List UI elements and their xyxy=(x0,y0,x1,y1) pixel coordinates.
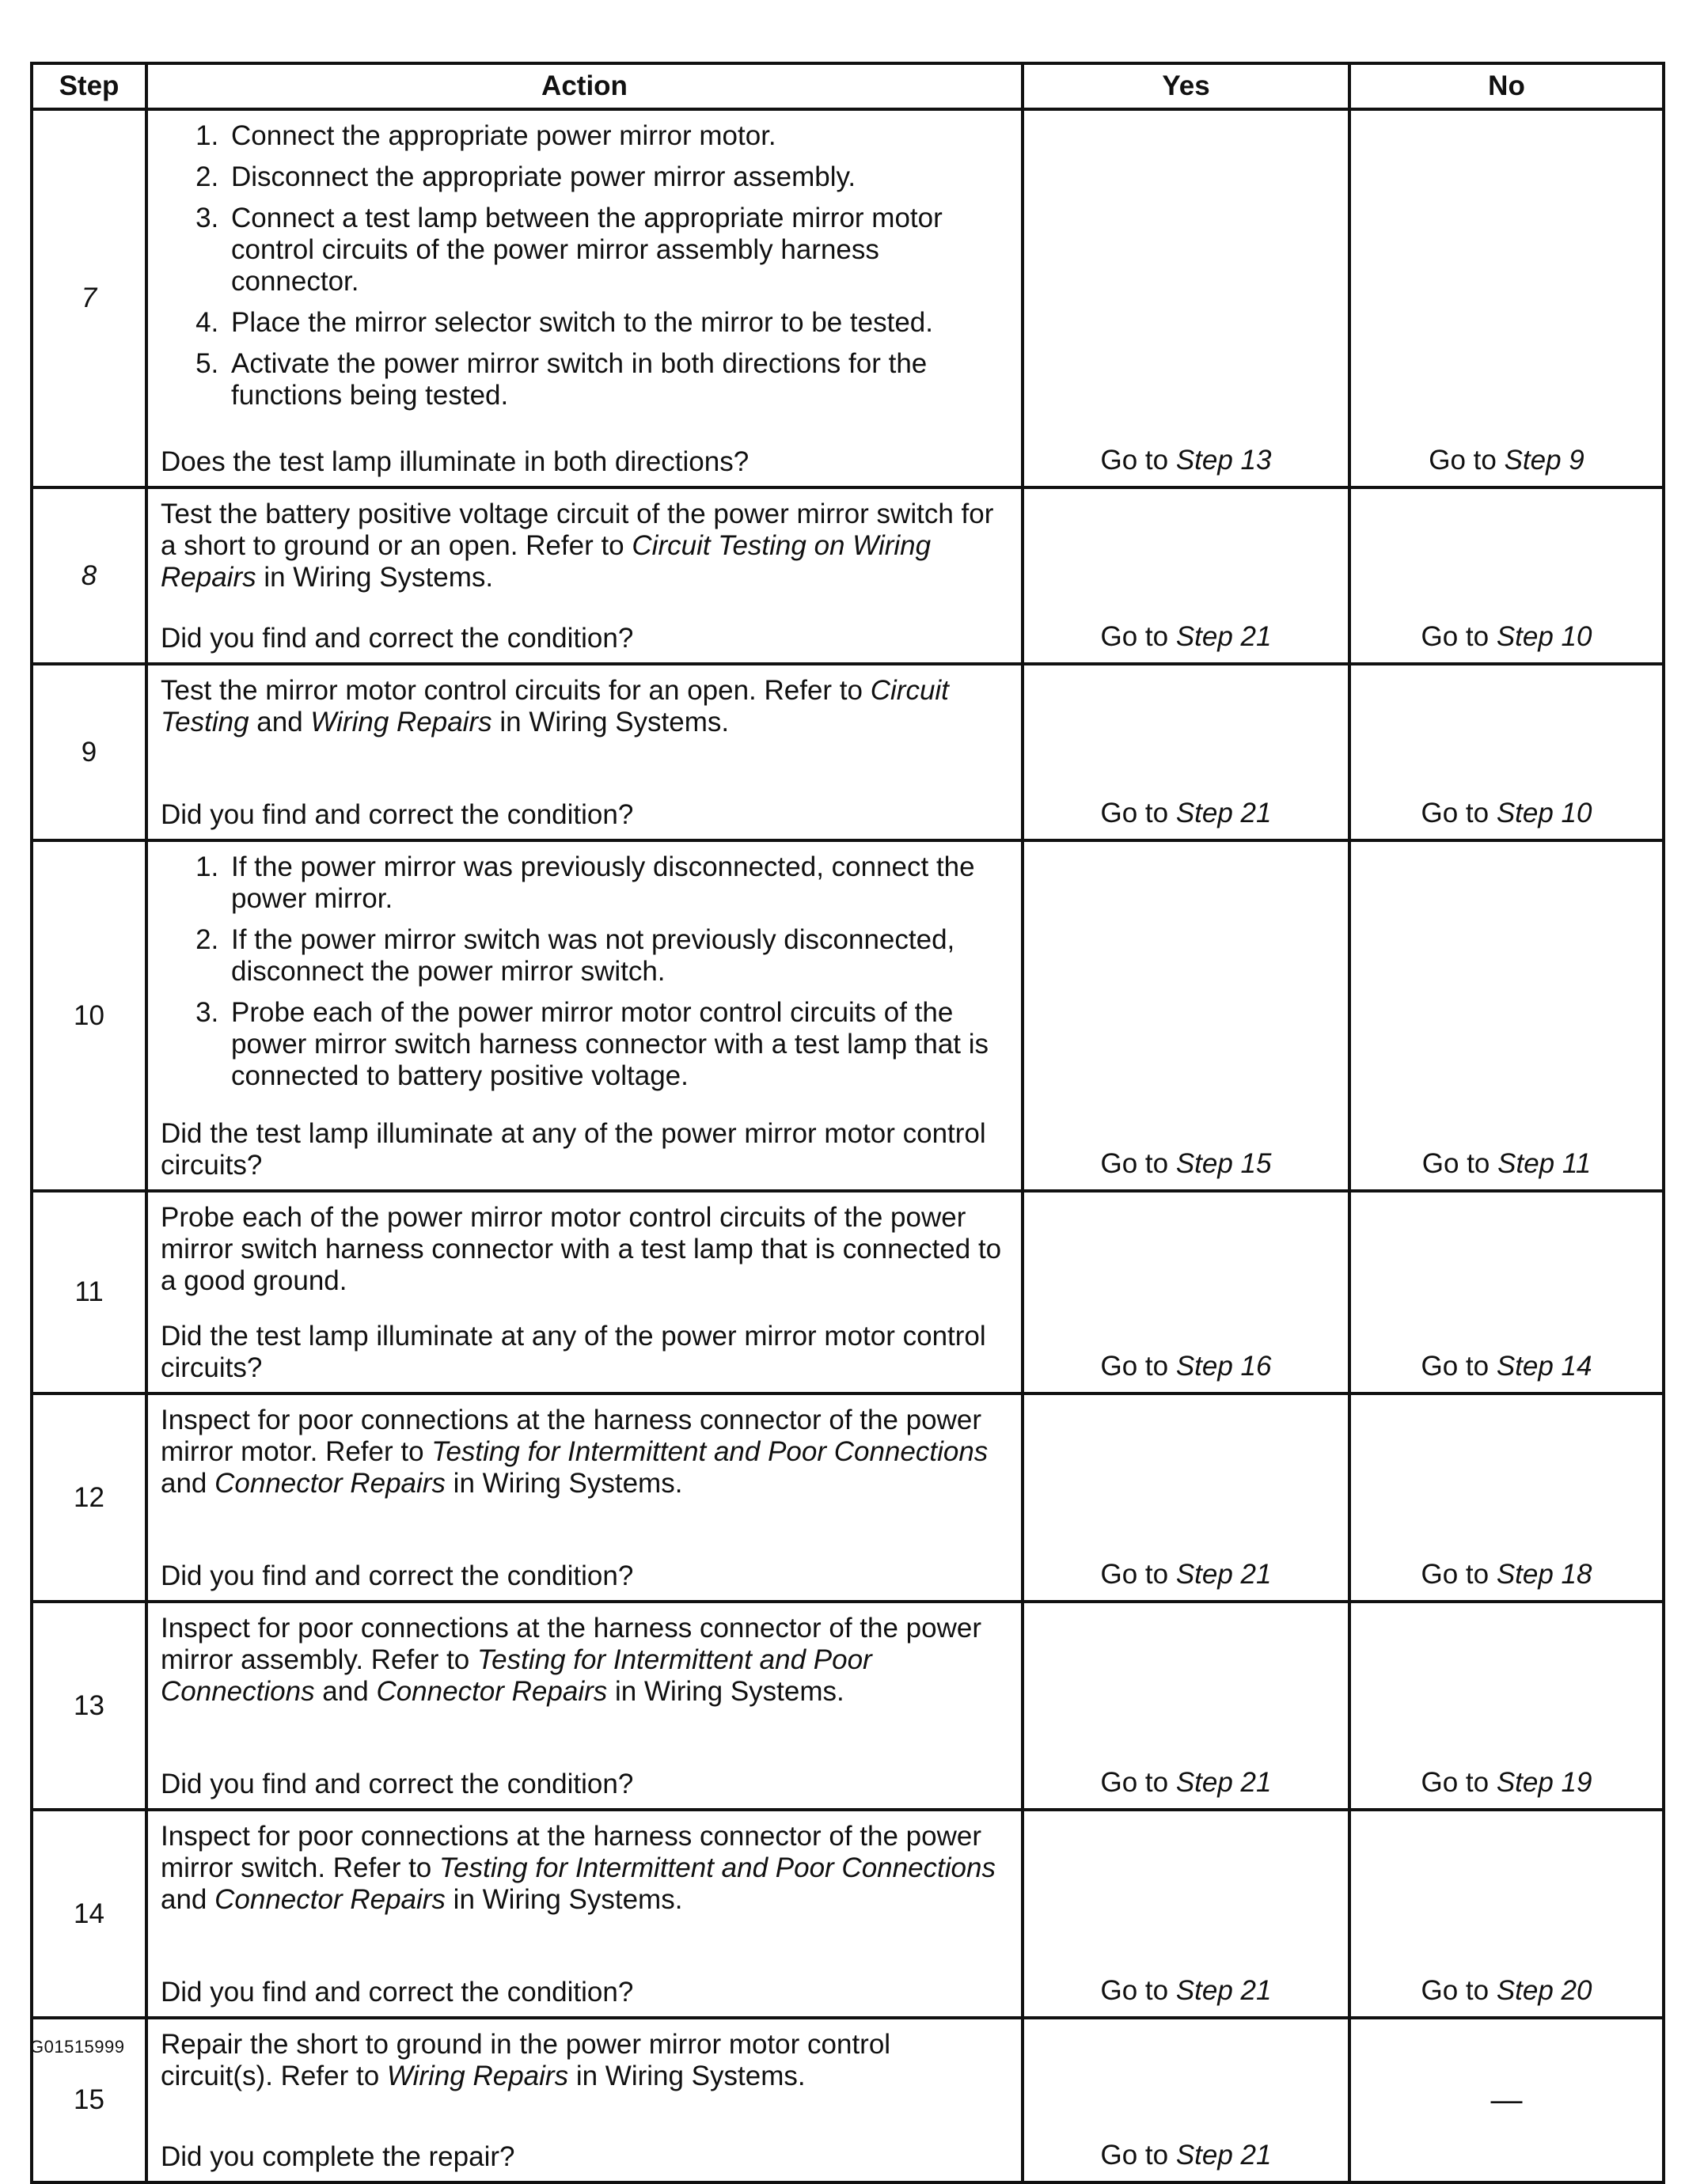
no-step-link: Step 9 xyxy=(1504,445,1584,476)
step-number xyxy=(32,109,146,487)
step-number xyxy=(32,840,146,1191)
list-item: 3. Probe each of the power mirror motor control circuits of the power mirror switch harness connector with a test lamp that is connected to battery positive voltage. xyxy=(226,997,1008,1092)
step-number xyxy=(32,1810,146,2018)
no-prefix: Go to xyxy=(1421,798,1497,828)
action-cell xyxy=(146,1602,1023,1810)
action-cell xyxy=(146,1810,1023,2018)
yes-prefix: Go to xyxy=(1100,1559,1176,1590)
reference-link: Circuit Testing xyxy=(161,675,949,737)
instruction-text: Test the battery positive voltage circuit of the power mirror switch for a short to ground or an open. Refer to Circuit Testing on Wiring Repairs in Wiring Systems. xyxy=(161,499,994,593)
question-text: Did the test lamp illuminate at any of the power mirror motor control circuits? xyxy=(161,1118,986,1181)
step-number-text: 11 xyxy=(74,1276,104,1307)
reference-link: Testing for Intermittent and Poor Connections xyxy=(161,1644,872,1707)
no-step-link: Step 10 xyxy=(1496,798,1592,828)
diagnostic-table xyxy=(30,62,1665,2184)
action-cell xyxy=(146,1191,1023,1393)
yes-prefix: Go to xyxy=(1100,1148,1176,1179)
list-item: 1. If the power mirror was previously disconnected, connect the power mirror. xyxy=(226,851,1008,915)
yes-prefix: Go to xyxy=(1100,1767,1176,1798)
table-row xyxy=(32,1191,1664,1393)
no-prefix: Go to xyxy=(1421,1148,1498,1179)
action-list xyxy=(161,851,1008,1101)
yes-step-link: Step 21 xyxy=(1175,1975,1272,2006)
table-row xyxy=(32,1602,1664,1810)
yes-cell xyxy=(1023,487,1349,664)
yes-step-link: Step 16 xyxy=(1175,1351,1272,1382)
question-text: Did you find and correct the condition? xyxy=(161,1769,634,1799)
question-text: Did you find and correct the condition? xyxy=(161,623,634,654)
yes-cell xyxy=(1023,1393,1349,1602)
no-step-link: Step 10 xyxy=(1496,621,1592,652)
question-text: Did you find and correct the condition? xyxy=(161,1560,634,1591)
table-row xyxy=(32,1810,1664,2018)
reference-link: Connector Repairs xyxy=(214,1884,446,1915)
table-row xyxy=(32,664,1664,840)
instruction-text: Inspect for poor connections at the harness connector of the power mirror motor. Refer to Testing for Intermittent and Poor Connections and Connector Repairs in Wiring Systems. xyxy=(161,1405,989,1499)
no-cell xyxy=(1349,1602,1664,1810)
step-number-text: 10 xyxy=(74,999,104,1031)
table-row xyxy=(32,1393,1664,1602)
list-item: 2. Disconnect the appropriate power mirror assembly. xyxy=(226,161,1008,193)
no-cell xyxy=(1349,487,1664,664)
yes-step-link: Step 21 xyxy=(1175,1559,1272,1590)
step-number-text: 8 xyxy=(81,559,97,591)
step-number-text: 13 xyxy=(74,1689,104,1721)
action-list xyxy=(161,120,1008,421)
list-item: 2. If the power mirror switch was not previously disconnected, disconnect the power mirror switch. xyxy=(226,924,1008,988)
step-number xyxy=(32,487,146,664)
action-cell xyxy=(146,2018,1023,2182)
step-number-text: 15 xyxy=(74,2084,104,2115)
header-action: Action xyxy=(146,63,1023,109)
step-number-text: 7 xyxy=(81,282,97,313)
reference-link: Testing for Intermittent and Poor Connections xyxy=(439,1852,996,1883)
yes-prefix: Go to xyxy=(1100,1975,1176,2006)
yes-prefix: Go to xyxy=(1100,621,1176,652)
yes-cell xyxy=(1023,1810,1349,2018)
list-item: 1. Connect the appropriate power mirror motor. xyxy=(226,120,1008,152)
table-row xyxy=(32,109,1664,487)
no-step-link: Step 14 xyxy=(1496,1351,1592,1382)
step-number xyxy=(32,664,146,840)
instruction-text: Test the mirror motor control circuits for an open. Refer to Circuit Testing and Wiring Repairs in Wiring Systems. xyxy=(161,675,949,737)
yes-cell xyxy=(1023,840,1349,1191)
action-cell xyxy=(146,664,1023,840)
no-prefix: Go to xyxy=(1429,445,1505,476)
yes-prefix: Go to xyxy=(1100,445,1176,476)
no-prefix: Go to xyxy=(1421,1559,1497,1590)
yes-step-link: Step 21 xyxy=(1175,621,1272,652)
yes-cell xyxy=(1023,1602,1349,1810)
list-item: 4. Place the mirror selector switch to the mirror to be tested. xyxy=(226,307,1008,339)
list-item: 3. Connect a test lamp between the appropriate mirror motor control circuits of the power mirror assembly harness connector. xyxy=(226,203,1008,298)
reference-link: Wiring Repairs xyxy=(386,2061,569,2091)
yes-cell xyxy=(1023,664,1349,840)
yes-cell xyxy=(1023,2018,1349,2182)
figure-id: G01515999 xyxy=(30,2037,125,2057)
yes-step-link: Step 21 xyxy=(1175,798,1272,828)
no-cell xyxy=(1349,1393,1664,1602)
no-dash: — xyxy=(1490,2083,1523,2118)
no-prefix: Go to xyxy=(1421,1767,1497,1798)
action-cell xyxy=(146,1393,1023,1602)
yes-step-link: Step 21 xyxy=(1175,2140,1272,2171)
yes-prefix: Go to xyxy=(1100,1351,1176,1382)
reference-link: Wiring Repairs xyxy=(310,707,492,737)
instruction-text: Inspect for poor connections at the harness connector of the power mirror switch. Refer to Testing for Intermittent and Poor Connections and Connector Repairs in Wiring Systems. xyxy=(161,1821,996,1915)
yes-prefix: Go to xyxy=(1100,2140,1176,2171)
question-text: Did you complete the repair? xyxy=(161,2141,515,2172)
yes-step-link: Step 13 xyxy=(1175,445,1272,476)
instruction-text: Repair the short to ground in the power mirror motor control circuit(s). Refer to Wiring Repairs in Wiring Systems. xyxy=(161,2029,891,2091)
table-row xyxy=(32,487,1664,664)
table-row xyxy=(32,840,1664,1191)
yes-prefix: Go to xyxy=(1100,798,1176,828)
no-cell xyxy=(1349,2018,1664,2182)
reference-link: Testing for Intermittent and Poor Connections xyxy=(431,1436,989,1467)
yes-cell xyxy=(1023,109,1349,487)
no-prefix: Go to xyxy=(1421,1351,1497,1382)
no-step-link: Step 11 xyxy=(1497,1148,1592,1179)
step-number-text: 14 xyxy=(74,1898,104,1929)
instruction-text: Probe each of the power mirror motor control circuits of the power mirror switch harness connector with a test lamp that is connected to a good ground. xyxy=(161,1202,1002,1296)
header-row xyxy=(32,63,1664,109)
header-no: No xyxy=(1349,63,1664,109)
question-text: Does the test lamp illuminate in both directions? xyxy=(161,446,750,477)
no-step-link: Step 18 xyxy=(1496,1559,1592,1590)
step-number-text: 12 xyxy=(74,1481,104,1513)
no-cell xyxy=(1349,109,1664,487)
no-step-link: Step 19 xyxy=(1496,1767,1592,1798)
reference-link: Circuit Testing on Wiring Repairs xyxy=(161,530,932,593)
header-step: Step xyxy=(32,63,146,109)
action-cell xyxy=(146,840,1023,1191)
question-text: Did the test lamp illuminate at any of the power mirror motor control circuits? xyxy=(161,1321,986,1383)
question-text: Did you find and correct the condition? xyxy=(161,799,634,830)
yes-cell xyxy=(1023,1191,1349,1393)
step-number xyxy=(32,1393,146,1602)
question-text: Did you find and correct the condition? xyxy=(161,1977,634,2008)
action-cell xyxy=(146,109,1023,487)
step-number-text: 9 xyxy=(81,736,97,768)
reference-link: Connector Repairs xyxy=(376,1676,608,1707)
action-cell xyxy=(146,487,1023,664)
header-yes: Yes xyxy=(1023,63,1349,109)
no-cell xyxy=(1349,840,1664,1191)
no-cell xyxy=(1349,1810,1664,2018)
reference-link: Connector Repairs xyxy=(214,1468,446,1499)
instruction-text: Inspect for poor connections at the harness connector of the power mirror assembly. Refer to Testing for Intermittent and Poor Connections and Connector Repairs in Wiring Systems. xyxy=(161,1613,982,1707)
no-prefix: Go to xyxy=(1421,1975,1497,2006)
yes-step-link: Step 15 xyxy=(1175,1148,1272,1179)
no-step-link: Step 20 xyxy=(1496,1975,1592,2006)
no-prefix: Go to xyxy=(1421,621,1497,652)
list-item: 5. Activate the power mirror switch in both directions for the functions being tested. xyxy=(226,348,1008,411)
table-row xyxy=(32,2018,1664,2182)
step-number xyxy=(32,1191,146,1393)
yes-step-link: Step 21 xyxy=(1175,1767,1272,1798)
step-number xyxy=(32,1602,146,1810)
no-cell xyxy=(1349,664,1664,840)
no-cell xyxy=(1349,1191,1664,1393)
